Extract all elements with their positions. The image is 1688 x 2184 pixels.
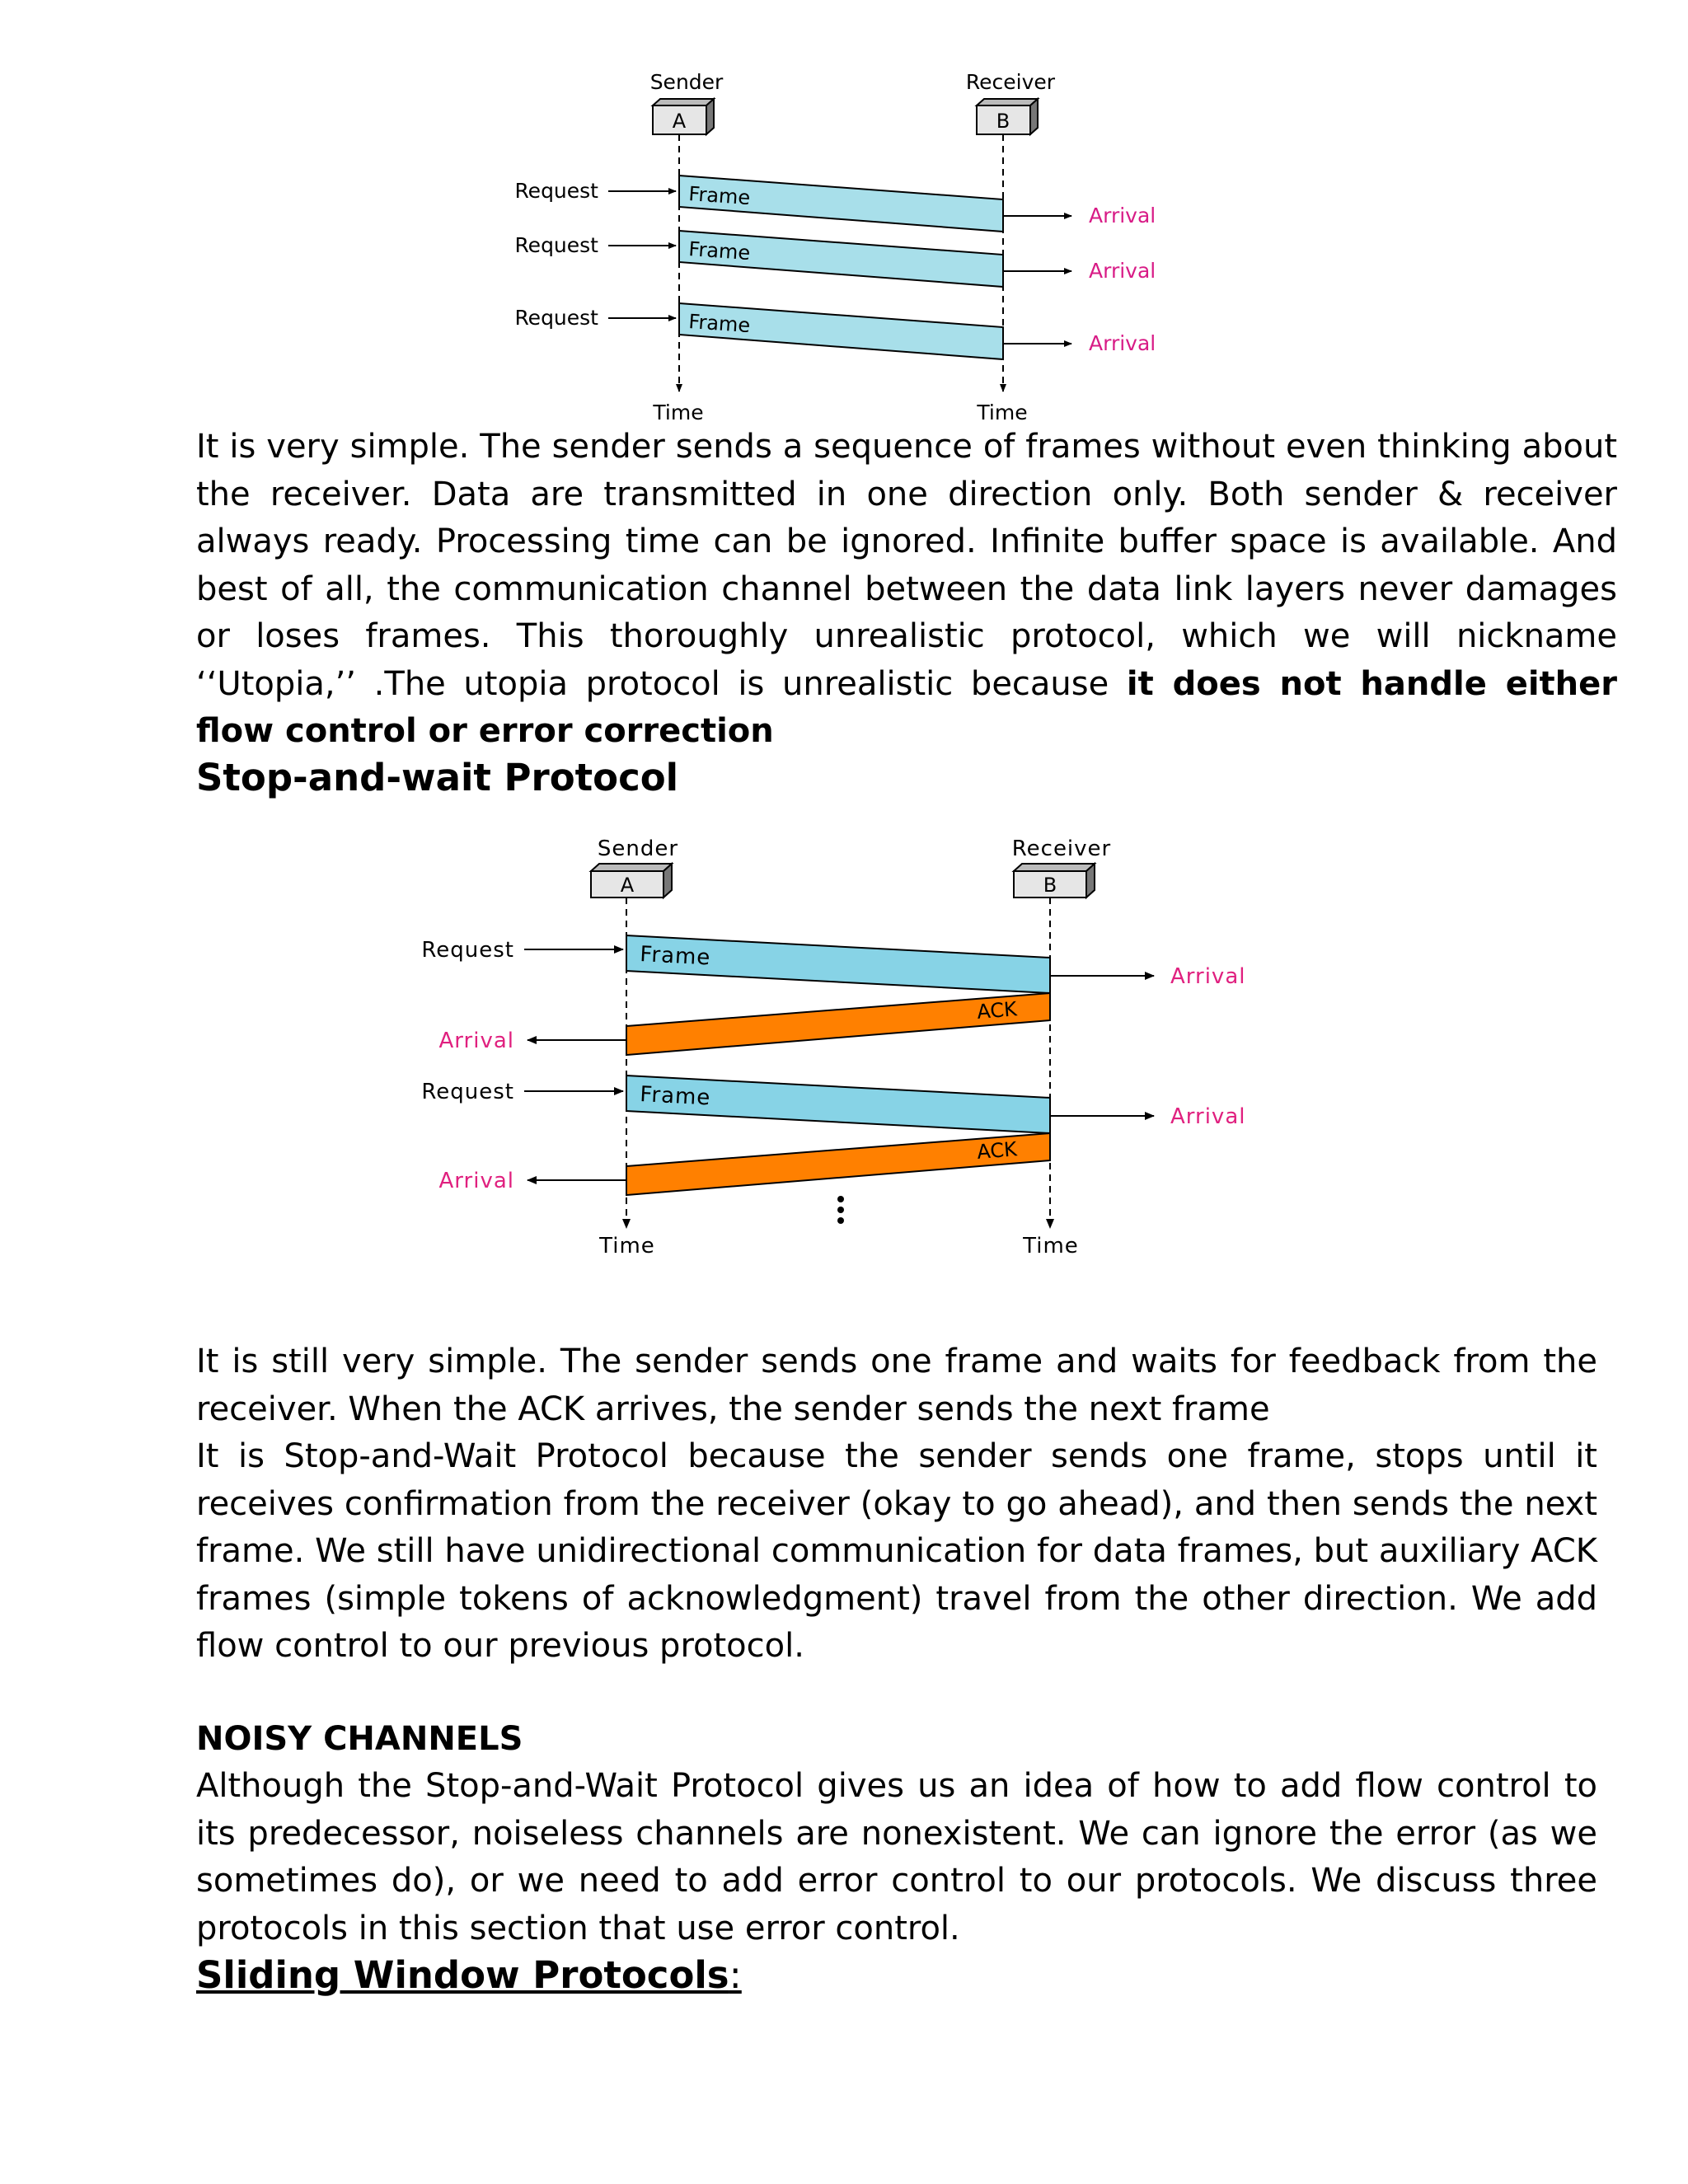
receiver-box — [1014, 864, 1095, 898]
receiver-label: Receiver — [965, 70, 1056, 94]
utopia-paragraph-bold: it does not handle either flow control or error correction — [196, 664, 1618, 750]
stop-and-wait-diagram — [0, 824, 1688, 1286]
stop-and-wait-paragraph-1: It is still very simple. The sender sends one frame and waits for feedback from the receiver. When the ACK arrives, the sender sends the next frame — [196, 1343, 1597, 1428]
utopia-paragraph-text: It is very simple. The sender sends a sequence of frames without even thinking about the receiver. Data are transmitted in one direction only. Both sender & receiver always ready. Processing time can be ignored. Infinite buffer space is available. And best of all, the communication channel between the data link layers never damages or loses frames. This thoroughly unrealistic protocol, which we will nickname ‘‘Utopia,’’ .The utopia protocol is unrealistic because — [196, 428, 1617, 703]
request-label-3: Request — [514, 306, 598, 330]
receiver-time-label: Time — [1023, 1234, 1079, 1258]
sender-arrival-label-2: Arrival — [438, 1169, 514, 1193]
frame-label-2: Frame — [639, 1082, 712, 1111]
receiver-label: Receiver — [1011, 837, 1112, 861]
sender-arrival-label-1: Arrival — [438, 1029, 514, 1053]
arrival-label-3: Arrival — [1089, 331, 1156, 355]
receiver-box — [977, 99, 1038, 134]
sender-label: Sender — [649, 70, 724, 94]
request-label-1: Request — [421, 938, 514, 963]
continuation-dots — [837, 1196, 844, 1224]
receiver-box-label: B — [1043, 874, 1057, 897]
frame-label-2: Frame — [687, 237, 752, 265]
sender-box-label: A — [620, 874, 635, 897]
receiver-time-label: Time — [977, 401, 1028, 424]
receiver-arrival-label-2: Arrival — [1170, 1104, 1246, 1129]
request-label-2: Request — [421, 1080, 514, 1104]
stop-and-wait-paragraph-2: It is Stop-and-Wait Protocol because the sender sends one frame, stops until it receives confirmation from the receiver (okay to go ahead), and then sends the next frame. We still have unidirectional communication for data frames, but auxiliary ACK frames (simple tokens of acknowledgment) travel from the other direction. We add flow control to our previous protocol. — [196, 1437, 1597, 1665]
sender-time-label: Time — [599, 1234, 655, 1258]
sliding-window-heading-colon: : — [729, 1953, 742, 1997]
stop-and-wait-heading: Stop-and-wait Protocol — [196, 756, 679, 799]
sender-label: Sender — [597, 837, 679, 861]
sender-box — [591, 864, 672, 898]
sender-time-label: Time — [653, 401, 704, 424]
sender-box — [653, 99, 714, 134]
arrival-label-2: Arrival — [1089, 259, 1156, 283]
ack-label-1: ACK — [976, 997, 1018, 1024]
arrival-label-1: Arrival — [1089, 204, 1156, 227]
frame-label-1: Frame — [687, 182, 752, 210]
ack-label-2: ACK — [976, 1137, 1018, 1164]
sliding-window-heading — [196, 1951, 742, 2000]
frame-label-1: Frame — [639, 942, 712, 971]
sender-box-label: A — [672, 110, 687, 133]
frame-label-3: Frame — [687, 310, 752, 338]
utopia-paragraph — [196, 424, 1617, 756]
noisy-channels-heading: NOISY CHANNELS — [196, 1720, 523, 1758]
request-label-2: Request — [514, 233, 598, 257]
sliding-window-heading-text: Sliding Window Protocols — [196, 1953, 729, 1997]
receiver-box-label: B — [996, 110, 1010, 133]
utopia-diagram — [0, 0, 1688, 437]
receiver-arrival-label-1: Arrival — [1170, 964, 1246, 989]
request-label-1: Request — [514, 179, 598, 203]
noisy-channels-paragraph: Although the Stop-and-Wait Protocol gives us an idea of how to add flow control to its predecessor, noiseless channels are nonexistent. We can ignore the error (as we sometimes do), or we need to add error control to our protocols. We discuss three protocols in this section that use error control. — [196, 1767, 1597, 1947]
